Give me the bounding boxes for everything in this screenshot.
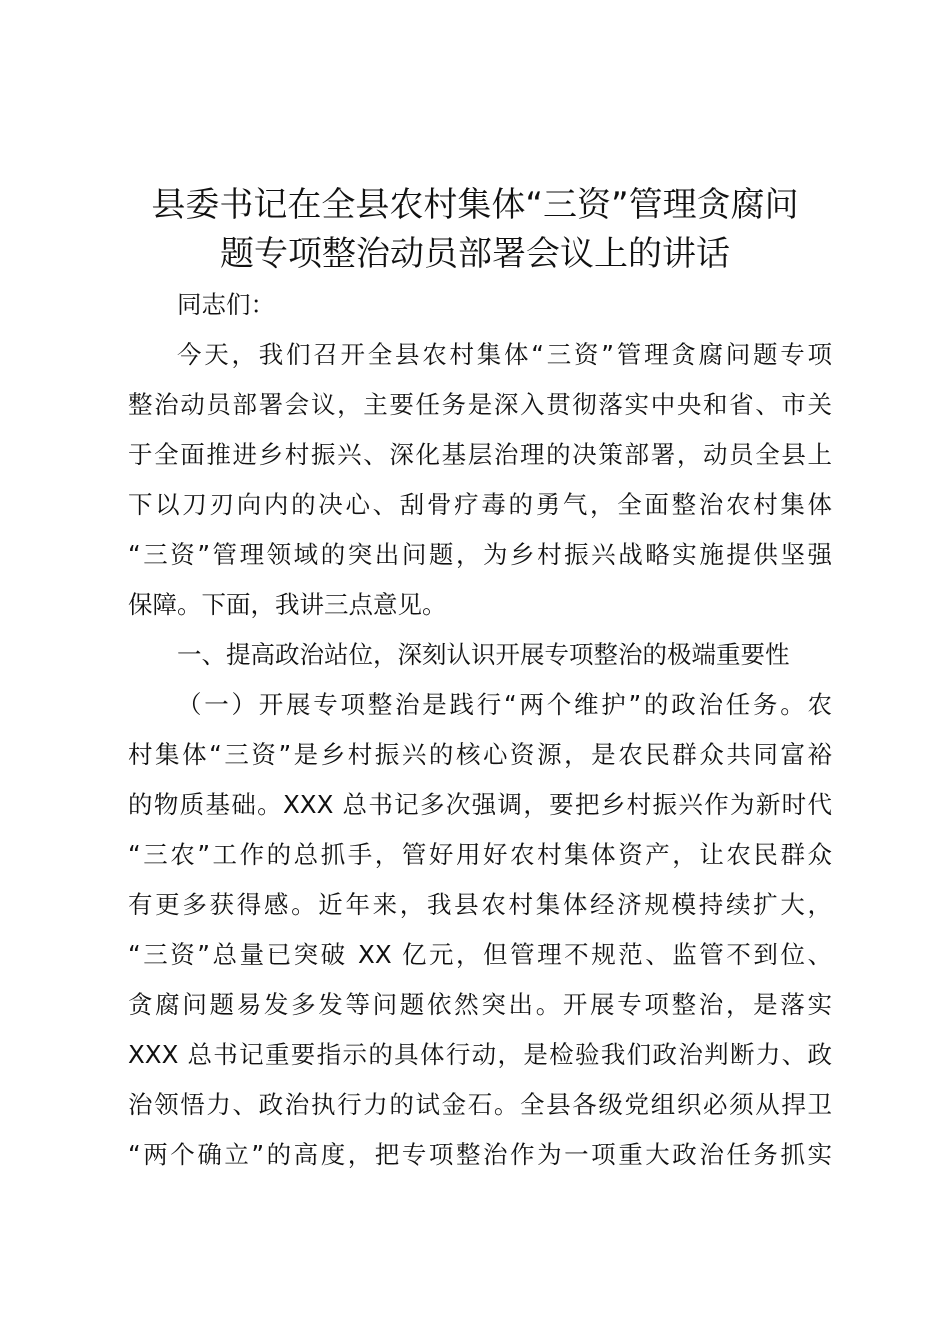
body-line: 有更多获得感。近年来，我县农村集体经济规模持续扩大， — [128, 890, 832, 919]
body-line: 保障。下面，我讲三点意见。 — [128, 590, 447, 619]
section-heading: 一、提高政治站位，深刻认识开展专项整治的极端重要性 — [177, 640, 790, 669]
greeting: 同志们： — [177, 290, 275, 319]
document-title-line-2: 题专项整治动员部署会议上的讲话 — [220, 234, 730, 274]
body-line: “三资”管理领域的突出问题，为乡村振兴战略实施提供坚强 — [128, 540, 832, 569]
body-line: “三资”总量已突破 XX 亿元，但管理不规范、监管不到位、 — [128, 940, 832, 969]
body-line: 村集体“三资”是乡村振兴的核心资源，是农民群众共同富裕 — [128, 740, 832, 769]
body-line: 治领悟力、政治执行力的试金石。全县各级党组织必须从捍卫 — [128, 1090, 832, 1119]
body-line: “三农”工作的总抓手，管好用好农村集体资产，让农民群众 — [128, 840, 832, 869]
body-line: （一）开展专项整治是践行“两个维护”的政治任务。农 — [177, 690, 832, 719]
body-line: 下以刀刃向内的决心、刮骨疗毒的勇气，全面整治农村集体 — [128, 490, 832, 519]
body-line: 整治动员部署会议，主要任务是深入贯彻落实中央和省、市关 — [128, 390, 832, 419]
body-line: 贪腐问题易发多发等问题依然突出。开展专项整治，是落实 — [128, 990, 832, 1019]
body-line: 的物质基础。XXX 总书记多次强调，要把乡村振兴作为新时代 — [128, 790, 832, 819]
body-line: “两个确立”的高度，把专项整治作为一项重大政治任务抓实 — [128, 1140, 832, 1169]
body-line: 今天，我们召开全县农村集体“三资”管理贪腐问题专项 — [177, 340, 832, 369]
body-line: 于全面推进乡村振兴、深化基层治理的决策部署，动员全县上 — [128, 440, 832, 469]
body-line: XXX 总书记重要指示的具体行动，是检验我们政治判断力、政 — [128, 1040, 832, 1069]
document-title-line-1: 县委书记在全县农村集体“三资”管理贪腐问 — [151, 185, 799, 225]
